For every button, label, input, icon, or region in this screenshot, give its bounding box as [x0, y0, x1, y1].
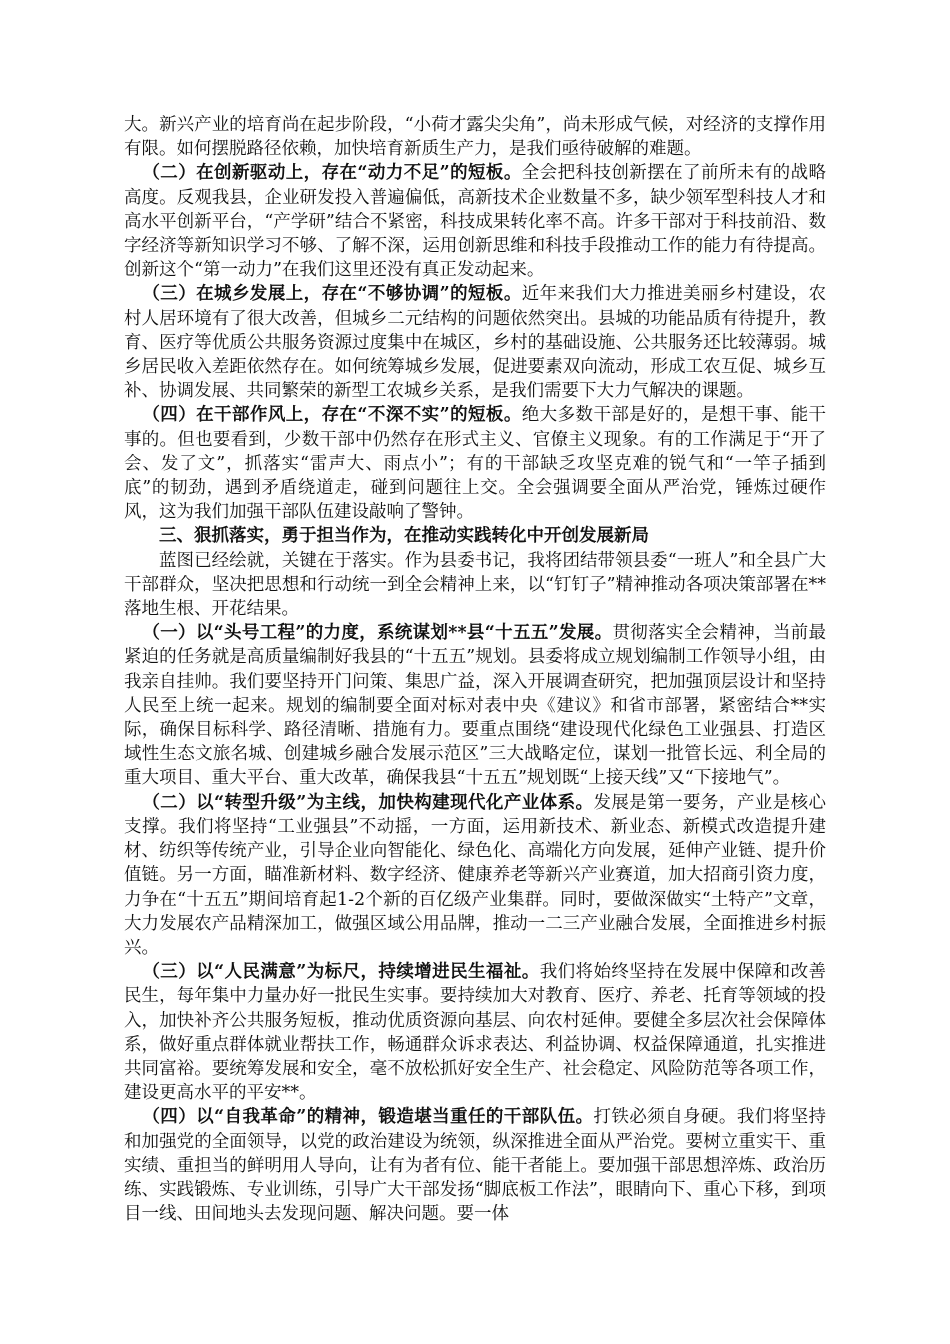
paragraph-text: 贯彻落实全会精神，当前最紧迫的任务就是高质量编制好我县的“十五五”规划。县委将成立规划编制工作领导小组，由我亲自挂帅。我们要坚持开门问策、集思广益，深入开展调查研究，把加强顶层设计和坚持人民至上统一起来。规划的编制要全面对标对表中央《建议》和省市部署，紧密结合**实际，确保目标科学、路径清晰、措施有力。要重点围绕“建设现代化绿色工业强县、打造区域性生态文旅名城、创建城乡融合发展示范区”三大战略定位，谋划一批管长远、利全局的重大项目、重大平台、重大改革，确保我县“十五五”规划既“上接天线”又“下接地气”。 — [124, 623, 826, 789]
paragraph-heading: （四）在干部作风上，存在“不深不实”的短板。 — [142, 405, 522, 426]
document-body — [124, 113, 826, 1226]
paragraph-heading: （四）以“自我革命”的精神，锻造堪当重任的干部队伍。 — [142, 1107, 594, 1128]
paragraph-heading: （三）以“人民满意”为标尺，持续增进民生福祉。 — [142, 962, 540, 983]
paragraph-text: 近年来我们大力推进美丽乡村建设，农村人居环境有了很大改善，但城乡二元结构的问题依然突出。县城的功能品质有待提升，教育、医疗等优质公共服务资源过度集中在城区，乡村的基础设施、公共服务还比较薄弱。城乡居民收入差距依然存在。如何统筹城乡发展，促进要素双向流动，形成工农互促、城乡互补、协调发展、共同繁荣的新型工农城乡关系，是我们需要下大力气解决的课题。 — [124, 284, 826, 402]
paragraph-intro — [124, 549, 826, 622]
paragraph-heading: （二）在创新驱动上，存在“动力不足”的短板。 — [142, 163, 522, 184]
paragraph-measure-3 — [124, 960, 826, 1105]
paragraph-heading: （三）在城乡发展上，存在“不够协调”的短板。 — [142, 284, 522, 305]
paragraph-text: 绝大多数干部是好的，是想干事、能干事的。但也要看到，少数干部中仍然存在形式主义、官僚主义现象。有的工作满足于“开了会、发了文”，抓落实“雷声大、雨点小”；有的干部缺乏攻坚克难的锐气和“一竿子插到底”的韧劲，遇到矛盾绕道走，碰到问题往上交。全会强调要全面从严治党，锤炼过硬作风，这为我们加强干部队伍建设敲响了警钟。 — [124, 405, 826, 523]
paragraph-text: 大。新兴产业的培育尚在起步阶段，“小荷才露尖尖角”，尚未形成气候，对经济的支撑作用有限。如何摆脱路径依赖，加快培育新质生产力，是我们亟待破解的难题。 — [124, 115, 826, 160]
paragraph-measure-4 — [124, 1105, 826, 1226]
paragraph-shortboard-2 — [124, 161, 826, 282]
paragraph-heading: （一）以“头号工程”的力度，系统谋划**县“十五五”发展。 — [142, 623, 613, 644]
section-heading-text: 三、狠抓落实，勇于担当作为，在推动实践转化中开创发展新局 — [159, 526, 649, 547]
paragraph-heading: （二）以“转型升级”为主线，加快构建现代化产业体系。 — [142, 792, 594, 813]
paragraph-shortboard-4 — [124, 403, 826, 524]
section-heading-3 — [124, 524, 826, 548]
paragraph-text: 我们将始终坚持在发展中保障和改善民生，每年集中力量办好一批民生实事。要持续加大对教育、医疗、养老、托育等领域的投入，加快补齐公共服务短板，推动优质资源向基层、向农村延伸。要健全多层次社会保障体系，做好重点群体就业帮扶工作，畅通群众诉求表达、利益协调、权益保障通道，扎实推进共同富裕。要统筹发展和安全，毫不放松抓好安全生产、社会稳定、风险防范等各项工作，建设更高水平的平安**。 — [124, 962, 826, 1104]
paragraph-measure-1 — [124, 621, 826, 790]
paragraph-text: 蓝图已经绘就，关键在于落实。作为县委书记，我将团结带领县委“一班人”和全县广大干部群众，坚决把思想和行动统一到全会精神上来，以“钉钉子”精神推动各项决策部署在**落地生根、开花结果。 — [124, 550, 826, 620]
paragraph-continued — [124, 113, 826, 161]
paragraph-text: 发展是第一要务，产业是核心支撑。我们将坚持“工业强县”不动摇，一方面，运用新技术、新业态、新模式改造提升建材、纺织等传统产业，引导企业向智能化、绿色化、高端化方向发展，延伸产业链、提升价值链。另一方面，瞄准新材料、数字经济、健康养老等新兴产业赛道，加大招商引资力度，力争在“十五五”期间培育起1-2个新的百亿级产业集群。同时，要做深做实“土特产”文章，大力发展农产品精深加工，做强区域公用品牌，推动一二三产业融合发展，全面推进乡村振兴。 — [124, 792, 826, 958]
paragraph-measure-2 — [124, 791, 826, 960]
paragraph-text: 打铁必须自身硬。我们将坚持和加强党的全面领导，以党的政治建设为统领，纵深推进全面从严治党。要树立重实干、重实绩、重担当的鲜明用人导向，让有为者有位、能干者能上。要加强干部思想淬炼、政治历练、实践锻炼、专业训练，引导广大干部发扬“脚底板工作法”，眼睛向下、重心下移，到项目一线、田间地头去发现问题、解决问题。要一体 — [124, 1107, 826, 1225]
paragraph-text: 全会把科技创新摆在了前所未有的战略高度。反观我县，企业研发投入普遍偏低，高新技术企业数量不多，缺少领军型科技人才和高水平创新平台，“产学研”结合不紧密，科技成果转化率不高。许多干部对于科技前沿、数字经济等新知识学习不够、了解不深，运用创新思维和科技手段推动工作的能力有待提高。创新这个“第一动力”在我们这里还没有真正发动起来。 — [124, 163, 826, 281]
paragraph-shortboard-3 — [124, 282, 826, 403]
